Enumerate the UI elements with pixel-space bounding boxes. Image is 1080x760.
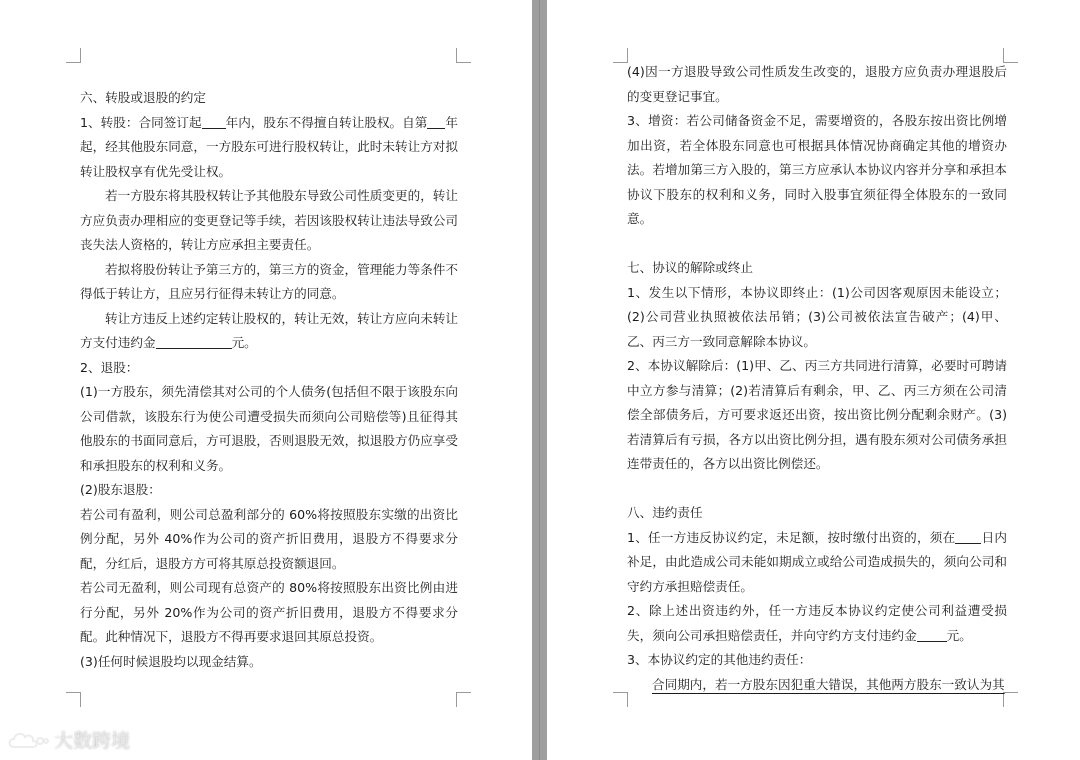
paragraph: 3、增资：若公司储备资金不足，需要增资的，各股东按出资比例增加出资，若全体股东同意也可根据具体情况协商确定其他的增资办法。若增加第三方入股的，第三方应承认本协议内容并分享和承担本协议下股东的权利和义务，同时入股事宜须征得全体股东的一致同意。 xyxy=(627,113,1007,226)
paragraph: 2、除上述出资违约外，任一方违反本协议约定使公司利益遭受损失，须向公司承担赔偿责任，并向守约方支付违约金 元。 xyxy=(627,603,1007,643)
paragraph: 1、转股：合同签订起 年内，股东不得擅自转让股权。自第 年起，经其他股东同意，一方股东可进行股权转让，此时未转让方对拟转让股权享有优先受让权。 xyxy=(80,114,459,179)
document-page-right xyxy=(547,0,1080,760)
paragraph: (3)任何时候退股均以现金结算。 xyxy=(80,653,262,669)
paragraph: (2)股东退股： xyxy=(80,482,161,497)
corner-mark-bottom-left xyxy=(66,692,81,707)
blank-underline xyxy=(917,627,947,642)
paragraph: 2、退股： xyxy=(80,359,139,375)
corner-mark-top-left xyxy=(66,48,81,63)
blank-underline xyxy=(955,529,981,544)
blank-underline xyxy=(427,114,445,129)
paragraph: 若公司有盈利，则公司总盈利部分的 60%将按照股东实缴的出资比例分配，另外 40%作为公司的资产折旧费用，退股方不得要求分配，分红后，退股方方可将其原总投资额退回。 xyxy=(80,506,458,571)
blank-underline xyxy=(156,334,232,349)
right-page-text xyxy=(627,60,1007,697)
paragraph: 若拟将股份转让予第三方的，第三方的资金，管理能力等条件不得低于转让方，且应另行征得未转让方的同意。 xyxy=(80,261,458,301)
paragraph: 若一方股东将其股权转让予其他股东导致公司性质变更的，转让方应负责办理相应的变更登记等手续，若因该股权转让违法导致公司丧失法人资格的，转让方应承担主要责任。 xyxy=(80,188,458,252)
watermark xyxy=(6,726,146,756)
section-heading-8: 八、违约责任 xyxy=(627,505,703,520)
paragraph: 1、任一方违反协议约定，未足额，按时缴付出资的，须在 日内补足，由此造成公司未能如期成立或给公司造成损失的，须向公司和守约方承担赔偿责任。 xyxy=(627,529,1008,594)
paragraph: 转让方违反上述约定转让股权的，转让无效，转让方应向未转让方支付违约金 元。 xyxy=(80,310,458,350)
paragraph: 合同期内，若一方股东因犯重大错误，其他两方股东一致认为其 xyxy=(652,676,1005,692)
left-page-text xyxy=(80,86,458,674)
cloud-logo-icon xyxy=(6,729,50,753)
corner-mark-bottom-right xyxy=(456,692,471,707)
document-page-left xyxy=(0,0,532,760)
corner-mark-top-left xyxy=(613,48,628,63)
blank-underline xyxy=(202,114,226,129)
corner-mark-bottom-left xyxy=(613,692,628,707)
paragraph: 若公司无盈利，则公司现有总资产的 80%将按照股东出资比例由进行分配，另外 20%作为公司的资产折旧费用，退股方不得要求分配。此种情况下，退股方不得再要求退回其原总投资。 xyxy=(80,580,458,644)
watermark-text: 大数跨境 xyxy=(54,730,131,752)
corner-mark-top-right xyxy=(456,48,471,63)
paragraph: (1)一方股东，须先清偿其对公司的个人债务(包括但不限于该股东向公司借款，该股东行为使公司遭受损失而须向公司赔偿等)且征得其他股东的书面同意后，方可退股，否则退股无效，拟退股方仍应享受和承担股东的权利和义务。 xyxy=(80,384,458,473)
section-heading-6: 六、转股或退股的约定 xyxy=(80,90,206,105)
paragraph: 3、本协议约定的其他违约责任： xyxy=(627,652,812,667)
paragraph: (4)因一方退股导致公司性质发生改变的，退股方应负责办理退股后的变更登记事宜。 xyxy=(627,64,1007,104)
paragraph: 2、本协议解除后：(1)甲、乙、丙三方共同进行清算，必要时可聘请中立方参与清算；(2)若清算后有剩余，甲、乙、丙三方须在公司清偿全部债务后，方可要求返还出资，按出资比例分配剩余财产。(3)若清算后有亏损，各方以出资比例分担，遇有股东须对公司债务承担连带责任的，各方以出资比例偿还。 xyxy=(627,358,1007,471)
section-heading-7: 七、协议的解除或终止 xyxy=(627,260,753,275)
blank-line xyxy=(627,232,1007,257)
blank-line xyxy=(627,477,1007,502)
paragraph: 1、发生以下情形，本协议即终止：(1)公司因客观原因未能设立；(2)公司营业执照被依法吊销；(3)公司被依法宣告破产；(4)甲、乙、丙三方一致同意解除本协议。 xyxy=(627,284,1007,349)
page-gap xyxy=(532,0,547,760)
